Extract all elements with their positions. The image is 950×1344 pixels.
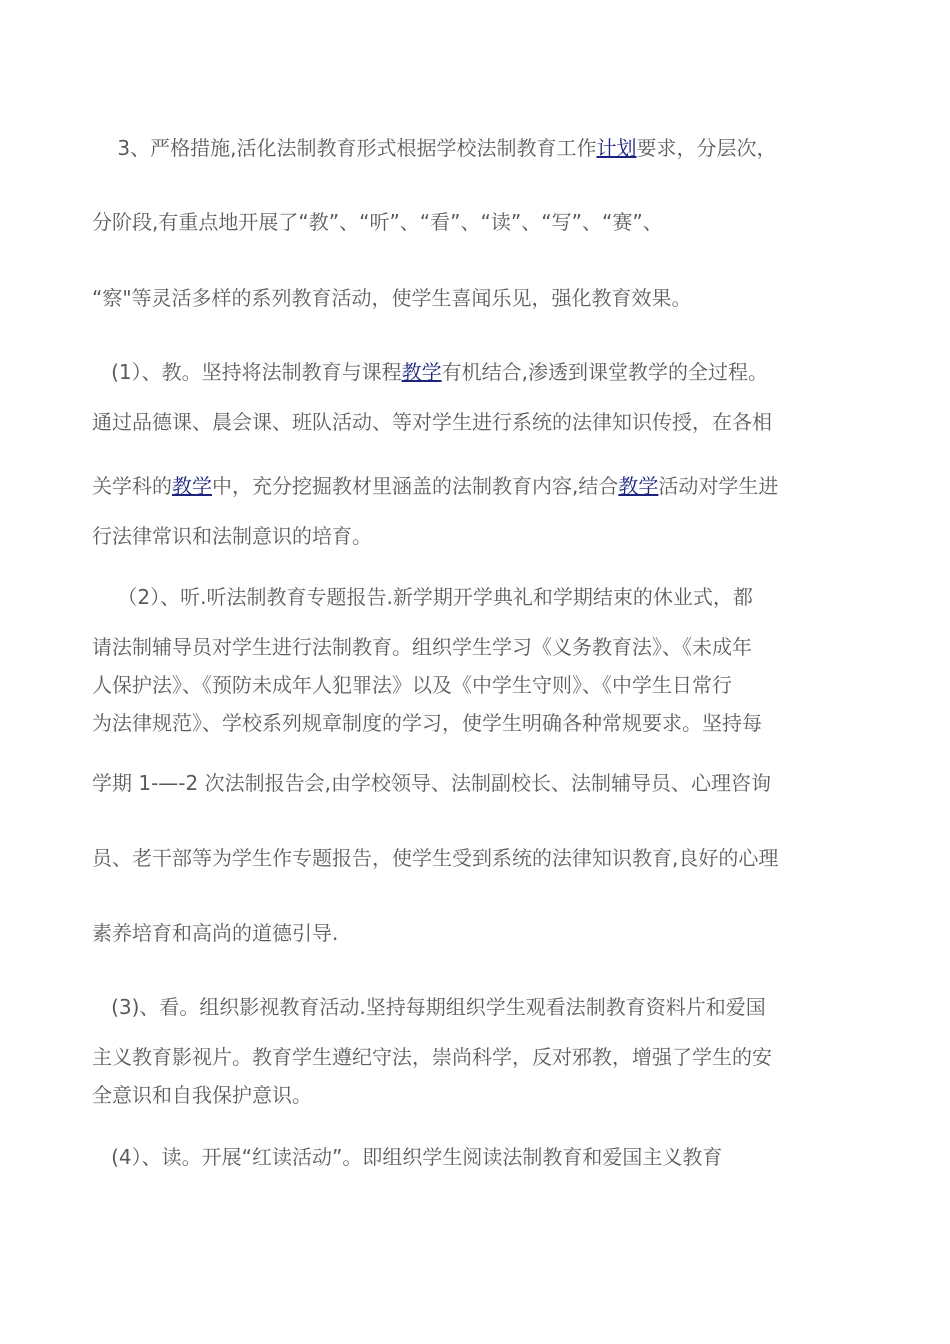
text-segment: (3)、看。组织影视教育活动.坚持每期组织学生观看法制教育资料片和爱国 (92, 995, 766, 1019)
text-segment: 活动对学生进 (658, 474, 779, 498)
text-segment: 主义教育影视片。教育学生遵纪守法，崇尚科学，反对邪教，增强了学生的安 (92, 1045, 772, 1069)
text-segment: 有机结合,渗透到课堂教学的全过程。 (441, 360, 768, 384)
text-line (92, 1081, 312, 1109)
text-line (92, 919, 338, 947)
text-line (92, 633, 752, 661)
text-segment: 要求，分层次， (636, 136, 777, 160)
text-line (92, 844, 778, 872)
text-line (92, 671, 732, 699)
text-segment: 素养培育和高尚的道德引导. (92, 921, 339, 945)
text-segment: 中，充分挖掘教材里涵盖的法制教育内容,结合 (212, 474, 619, 498)
text-segment: 员、老干部等为学生作专题报告，使学生受到系统的法律知识教育,良好的心理 (92, 846, 779, 870)
text-line (92, 769, 771, 797)
text-line (92, 1143, 722, 1171)
text-line (92, 1043, 772, 1071)
text-segment: (1）、教。坚持将法制教育与课程 (92, 360, 402, 384)
text-segment: 分阶段,有重点地开展了“教”、“听”、“看”、“读”、“写”、“赛”、 (92, 210, 663, 234)
text-line (92, 522, 372, 550)
text-segment: 通过品德课、晨会课、班队活动、等对学生进行系统的法律知识传授，在各相 (92, 410, 772, 434)
text-line (92, 134, 777, 162)
text-line (92, 408, 772, 436)
text-segment: 人保护法》、《预防未成年人犯罪法》以及《中学生守则》、《中学生日常行 (92, 673, 732, 697)
text-segment: 为法律规范》、学校系列规章制度的学习，使学生明确各种常规要求。坚持每 (92, 711, 762, 735)
text-segment: 请法制辅导员对学生进行法制教育。组织学生学习《义务教育法》、《未成年 (92, 635, 752, 659)
inline-link[interactable]: 教学 (401, 360, 442, 384)
text-line (92, 709, 762, 737)
text-segment: （2）、听.听法制教育专题报告.新学期开学典礼和学期结束的休业式，都 (92, 585, 753, 609)
text-segment: 全意识和自我保护意识。 (92, 1083, 312, 1107)
text-line (92, 993, 766, 1021)
text-line (92, 284, 692, 312)
text-line (92, 583, 753, 611)
text-segment: 行法律常识和法制意识的培育。 (92, 524, 372, 548)
text-segment: 学期 1-—-2 次法制报告会,由学校领导、法制副校长、法制辅导员、心理咨询 (92, 771, 771, 795)
inline-link[interactable]: 教学 (172, 474, 212, 498)
inline-link[interactable]: 计划 (596, 136, 637, 160)
text-segment: 关学科的 (92, 474, 172, 498)
text-line (92, 208, 663, 236)
text-segment: 3、严格措施,活化法制教育形式根据学校法制教育工作 (92, 136, 597, 160)
text-line (92, 358, 768, 386)
inline-link[interactable]: 教学 (618, 474, 659, 498)
text-segment: (4）、读。开展“红读活动”。即组织学生阅读法制教育和爱国主义教育 (92, 1145, 723, 1169)
text-line (92, 472, 778, 500)
text-segment: “察"等灵活多样的系列教育活动，使学生喜闻乐见，强化教育效果。 (92, 286, 692, 310)
